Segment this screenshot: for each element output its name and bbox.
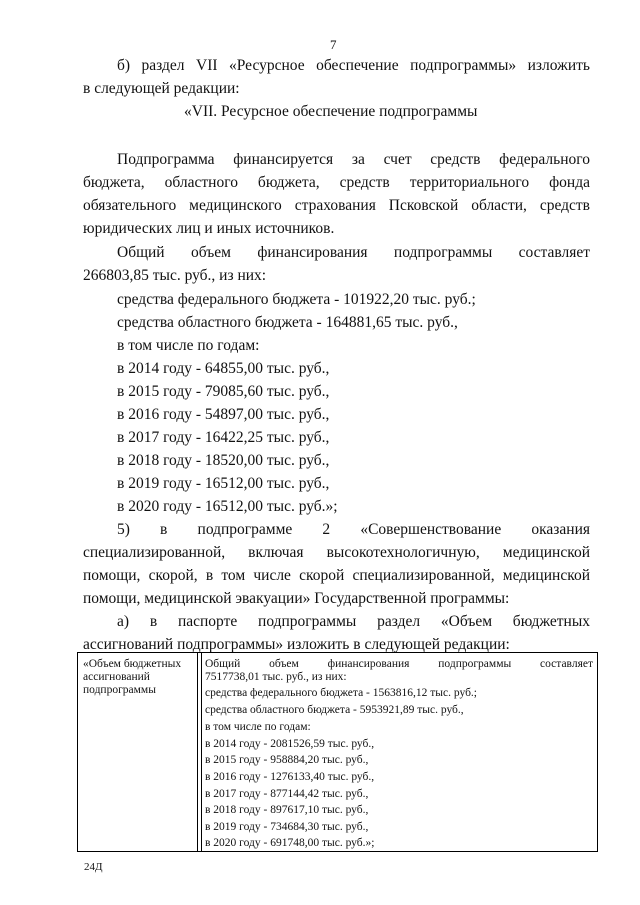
table-divider — [201, 653, 202, 851]
section-title: «VII. Ресурсное обеспечение подпрограммы — [184, 103, 478, 120]
table-year-line: в 2020 году - 691748,00 тыс. руб.»; — [205, 837, 375, 849]
item-5-line-3: помощи, скорой, в том числе скорой специализированной, медицинской — [83, 567, 590, 584]
table-federal-line: средства федерального бюджета - 1563816,12 тыс. руб.; — [205, 687, 477, 699]
year-line: в 2018 году - 18520,00 тыс. руб., — [117, 452, 330, 469]
table-year-line: в 2017 году - 877144,42 тыс. руб., — [205, 788, 369, 800]
table-year-line: в 2014 году - 2081526,59 тыс. руб., — [205, 738, 375, 750]
item-5-line-1: 5) в подпрограмме 2 «Совершенствование оказания — [117, 521, 590, 538]
year-line: в 2017 году - 16422,25 тыс. руб., — [117, 429, 330, 446]
table-left-cell-line: подпрограммы — [83, 684, 156, 696]
total-line-1: Общий объем финансирования подпрограммы составляет — [117, 244, 590, 261]
table-regional-line: средства областного бюджета - 5953921,89 тыс. руб., — [205, 704, 464, 716]
table-total-line-1: Общий объем финансирования подпрограммы составляет — [205, 658, 593, 670]
table-year-line: в 2018 году - 897617,10 тыс. руб., — [205, 804, 369, 816]
item-a-line-1: а) в паспорте подпрограммы раздел «Объем бюджетных — [117, 613, 590, 630]
year-line: в 2016 году - 54897,00 тыс. руб., — [117, 406, 330, 423]
document-code: 24Д — [84, 861, 103, 873]
table-total-line-2: 7517738,01 тыс. руб., из них: — [205, 671, 347, 683]
paragraph-b-line-2: в следующей редакции: — [83, 80, 240, 97]
table-year-line: в 2016 году - 1276133,40 тыс. руб., — [205, 771, 375, 783]
budget-table — [77, 652, 598, 852]
table-year-line: в 2015 году - 958884,20 тыс. руб., — [205, 754, 369, 766]
year-line: в 2020 году - 16512,00 тыс. руб.»; — [117, 498, 338, 515]
table-year-line: в 2019 году - 734684,30 тыс. руб., — [205, 821, 369, 833]
item-a-line-2: ассигнований подпрограммы» изложить в следующей редакции: — [83, 636, 510, 653]
paragraph-b-line-1: б) раздел VII «Ресурсное обеспечение подпрограммы» изложить — [117, 57, 590, 74]
by-years-line: в том числе по годам: — [117, 337, 260, 354]
item-5-line-2: специализированной, включая высокотехнологичную, медицинской — [83, 544, 590, 561]
table-by-years-line: в том числе по годам: — [205, 721, 311, 733]
year-line: в 2015 году - 79085,60 тыс. руб., — [117, 383, 330, 400]
financing-line-1: Подпрограмма финансируется за счет средств федерального — [117, 151, 590, 168]
year-line: в 2019 году - 16512,00 тыс. руб., — [117, 475, 330, 492]
table-divider — [197, 653, 198, 851]
year-line: в 2014 году - 64855,00 тыс. руб., — [117, 360, 330, 377]
table-left-cell-line: ассигнований — [83, 671, 150, 683]
total-line-2: 266803,85 тыс. руб., из них: — [83, 267, 267, 284]
financing-line-4: юридических лиц и иных источников. — [83, 220, 335, 237]
page-number: 7 — [330, 37, 337, 52]
federal-budget-line: средства федерального бюджета - 101922,20 тыс. руб.; — [117, 291, 476, 308]
financing-line-3: обязательного медицинского страхования Псковской области, средств — [83, 197, 590, 214]
table-left-cell-line: «Объем бюджетных — [83, 658, 182, 670]
financing-line-2: бюджета, областного бюджета, средств территориального фонда — [83, 174, 590, 191]
regional-budget-line: средства областного бюджета - 164881,65 тыс. руб., — [117, 314, 458, 331]
item-5-line-4: помощи, медицинской эвакуации» Государственной программы: — [83, 590, 510, 607]
